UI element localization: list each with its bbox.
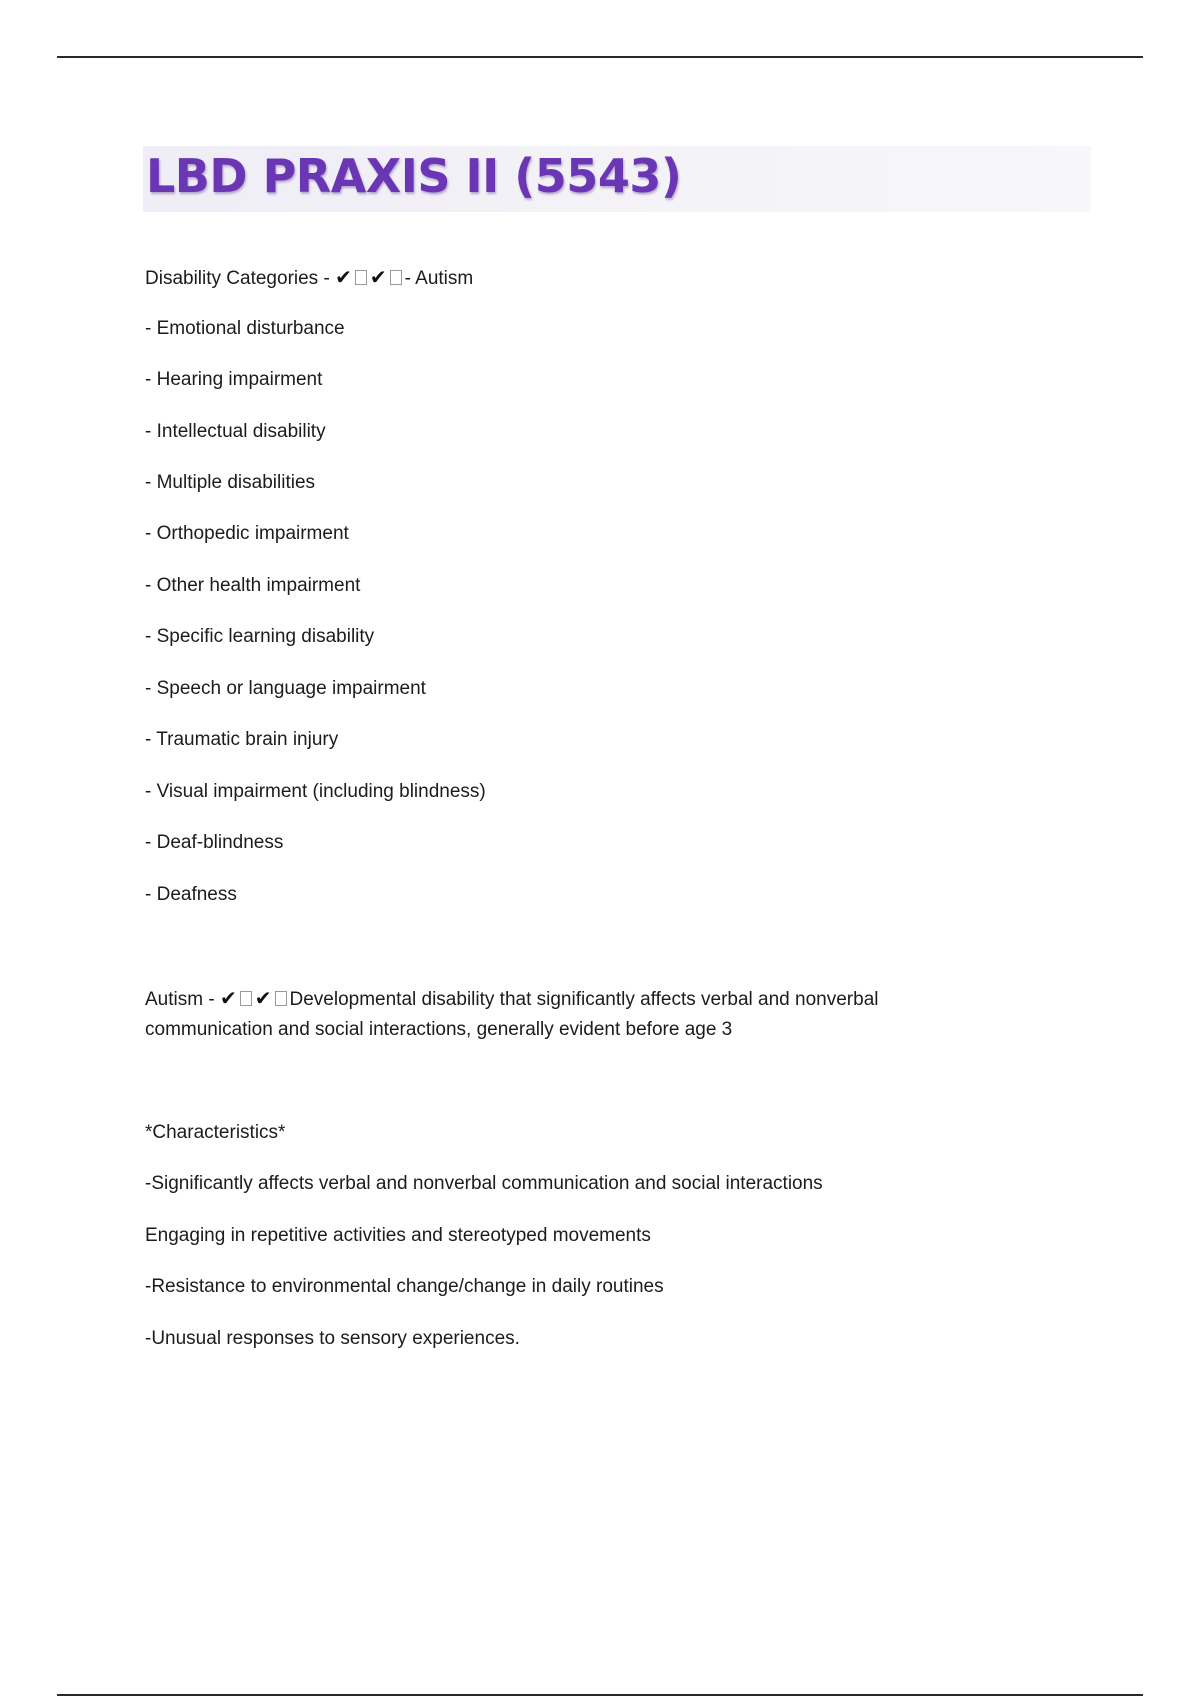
category-item: - Deafness — [145, 884, 237, 905]
characteristic-item: -Significantly affects verbal and nonverbal communication and social interactions — [145, 1173, 823, 1194]
check-mark-icon: ✔ — [369, 265, 387, 289]
document-title: LBD PRAXIS II (5543) — [146, 149, 682, 203]
category-item: - Emotional disturbance — [145, 318, 345, 339]
characteristic-item: -Resistance to environmental change/change in daily routines — [145, 1276, 664, 1297]
categories-heading-label: Disability Categories - — [145, 268, 330, 289]
categories-heading — [145, 265, 473, 291]
characteristics-heading: *Characteristics* — [145, 1122, 286, 1143]
autism-definition-line1 — [145, 986, 878, 1012]
characteristic-item: -Unusual responses to sensory experiences. — [145, 1328, 520, 1349]
check-mark-icon: ✔ — [335, 265, 352, 289]
category-item: - Other health impairment — [145, 575, 361, 596]
autism-definition-text: Developmental disability that significantly affects verbal and nonverbal — [289, 989, 879, 1010]
check-mark-icon: ✔ — [254, 986, 272, 1010]
autism-label: Autism - — [145, 989, 215, 1010]
footer-rule — [57, 1694, 1143, 1696]
characteristic-item: Engaging in repetitive activities and stereotyped movements — [145, 1225, 651, 1246]
category-item: - Visual impairment (including blindness) — [145, 781, 486, 802]
category-item: - Hearing impairment — [145, 369, 323, 390]
categories-first-item: - Autism — [404, 268, 474, 289]
category-item: - Specific learning disability — [145, 626, 375, 647]
empty-box-icon — [355, 270, 367, 285]
category-item: - Deaf-blindness — [145, 832, 284, 853]
category-item: - Intellectual disability — [145, 421, 326, 442]
category-item: - Multiple disabilities — [145, 472, 316, 493]
autism-definition-line2: communication and social interactions, generally evident before age 3 — [145, 1019, 733, 1040]
category-item: - Speech or language impairment — [145, 678, 426, 699]
empty-box-icon — [240, 991, 252, 1006]
check-mark-icon: ✔ — [219, 986, 237, 1010]
category-item: - Traumatic brain injury — [145, 729, 339, 750]
header-rule — [57, 56, 1143, 58]
category-item: - Orthopedic impairment — [145, 523, 349, 544]
empty-box-icon — [390, 270, 402, 285]
empty-box-icon — [275, 991, 287, 1006]
